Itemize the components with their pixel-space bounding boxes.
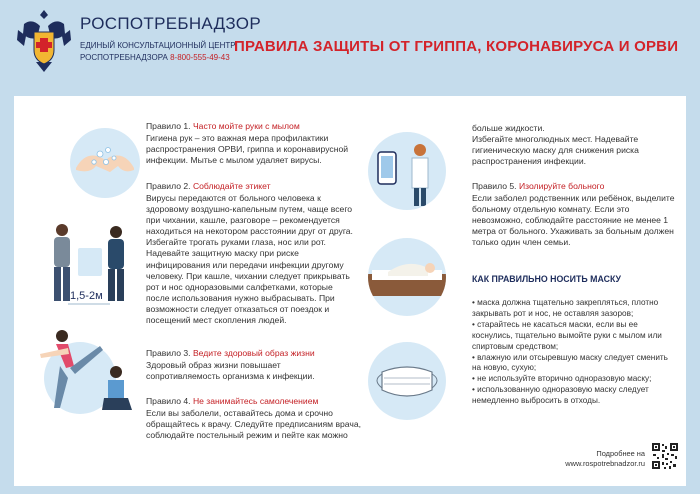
rule-2-line: инфицирования или передачи инфекции другому xyxy=(146,259,344,270)
org-subtitle-phone xyxy=(80,53,230,62)
mask-rule-item: на новую, сухую; xyxy=(472,363,537,373)
rule-3-line: Здоровый образ жизни повышает xyxy=(146,360,281,370)
rule-5-title xyxy=(472,181,604,191)
qr-code-icon[interactable] xyxy=(651,442,679,470)
rule-5-line: только один член семьи. xyxy=(472,237,571,248)
rule-2-text xyxy=(146,193,353,326)
rule-4-line: Если вы заболели, оставайтесь дома и срочно xyxy=(146,408,333,418)
doctor-phone-illustration xyxy=(368,132,446,210)
rules-card xyxy=(14,96,686,486)
rule-2-line: Надевайте защитную маску при риске xyxy=(146,248,299,259)
rule-2-line: Вирусы передаются от больного человека к xyxy=(146,193,321,203)
rule-2-line: находиться на некотором расстоянии друг от друга. xyxy=(146,226,353,237)
rule-5-line: Если заболел родственник или ребёнок, выделите xyxy=(472,193,675,203)
mask-rules-list xyxy=(472,298,677,407)
mask-rule-item: спиртовым средством; xyxy=(472,341,559,351)
mask-rule-item: • старайтесь не касаться маски, если вы ее xyxy=(472,319,638,329)
org-subtitle-name: РОСПОТРЕБНАДЗОРА xyxy=(80,53,168,62)
rule-4-continuation-line: Избегайте многолюдных мест. Надевайте xyxy=(472,134,639,145)
eagle-emblem-icon xyxy=(14,6,74,78)
mask-rule-item: • маска должна тщательно закрепляться, плотно xyxy=(472,298,659,307)
rule-1-text xyxy=(146,133,348,166)
rule-4-line: соблюдайте постельный режим и пейте как можно xyxy=(146,430,348,441)
distance-label: 1,5-2м xyxy=(70,290,103,302)
rule-1-line: инфекции. Мытье с мылом удаляет вирусы. xyxy=(146,155,322,166)
mask-section-title: КАК ПРАВИЛЬНО НОСИТЬ МАСКУ xyxy=(472,274,622,284)
mask-rule-item: • не используйте вторично одноразовую маску; xyxy=(472,374,652,384)
distance-illustration xyxy=(34,220,144,312)
rule-2-line: рот и нос одноразовыми салфетками, которые xyxy=(146,281,333,292)
rule-5-line: невозможно, соблюдайте расстояние не менее 1 xyxy=(472,215,669,226)
exercise-illustration xyxy=(30,326,140,416)
rule-2-line: посещений мест скопления людей. xyxy=(146,315,287,326)
rule-4-continuation-line: больше жидкости. xyxy=(472,123,545,133)
rule-3-title xyxy=(146,348,315,358)
footer-link xyxy=(535,449,645,468)
mask-rule-item: • влажную или отсыревшую маску следует сменить xyxy=(472,352,668,362)
mask-rule-item: немедленно выбросить в отходы. xyxy=(472,396,601,406)
rule-1-heading: Часто мойте руки с мылом xyxy=(192,121,300,131)
org-name: РОСПОТРЕБНАДЗОР xyxy=(80,14,261,33)
rule-5-number: Правило 5. xyxy=(472,181,517,191)
header xyxy=(0,0,700,90)
rule-4-continuation-line: гигиеническую маску для снижения риска xyxy=(472,145,639,156)
rule-3-heading: Ведите здоровый образ жизни xyxy=(192,348,315,358)
rule-2-line: возможности следует отказаться от поездок и xyxy=(146,303,330,314)
hotline-phone: 8-800-555-49-43 xyxy=(170,53,230,62)
rule-3-number: Правило 3. xyxy=(146,348,191,358)
rule-2-title xyxy=(146,181,271,191)
rule-4-heading: Не занимайтесь самолечением xyxy=(192,396,319,406)
rule-4-text xyxy=(146,408,361,441)
rule-5-heading: Изолируйте больного xyxy=(518,181,605,191)
rule-1-line: распространения ОРВИ, гриппа и коронавирусной xyxy=(146,144,349,155)
rule-4-continuation xyxy=(472,123,639,167)
footer-label: Подробнее на xyxy=(596,449,645,458)
rule-3-line: сопротивляемость организма к инфекции. xyxy=(146,371,315,382)
rule-2-line: Избегайте трогать руками глаза, нос или рот. xyxy=(146,237,326,248)
rule-2-line: человеку. При кашле, чихании следует прикрывать xyxy=(146,270,350,281)
rule-4-line: обращайтесь к врачу. Следуйте предписаниям врача, xyxy=(146,419,362,430)
mask-rule-item: коснулись, тщательно вымойте руки с мылом или xyxy=(472,330,662,340)
rule-4-title xyxy=(146,396,318,406)
rule-5-line: больному отдельную комнату. Если это xyxy=(472,204,630,215)
rule-1-title xyxy=(146,121,300,131)
rule-5-line: метра от больного. Ухаживать за больным должен xyxy=(472,226,674,237)
org-subtitle: ЕДИНЫЙ КОНСУЛЬТАЦИОННЫЙ ЦЕНТР xyxy=(80,41,236,50)
rule-1-number: Правило 1. xyxy=(146,121,191,131)
rule-2-heading: Соблюдайте этикет xyxy=(192,181,271,191)
rule-2-number: Правило 2. xyxy=(146,181,191,191)
rule-2-line: при чихании, кашле, разговоре – рекомендуется xyxy=(146,215,340,226)
mask-rule-item: закрывать рот и нос, не оставляя зазоров; xyxy=(472,308,634,318)
rule-3-text xyxy=(146,360,315,382)
rule-1-line: Гигиена рук – это важная мера профилактики xyxy=(146,133,329,143)
rule-2-line: после использования нужно выбрасывать. При xyxy=(146,292,335,303)
page-title: ПРАВИЛА ЗАЩИТЫ ОТ ГРИППА, КОРОНАВИРУСА И ОРВИ xyxy=(234,38,679,55)
rule-5-text xyxy=(472,193,675,248)
face-mask-illustration xyxy=(368,342,446,420)
rule-2-line: здоровому воздушно-капельным путем, чаще всего xyxy=(146,204,353,215)
patient-bed-illustration xyxy=(368,238,446,316)
rule-4-continuation-line: распространения инфекции. xyxy=(472,156,587,167)
rule-4-number: Правило 4. xyxy=(146,396,191,406)
handwashing-illustration xyxy=(70,128,140,198)
footer-url[interactable]: www.rospotrebnadzor.ru xyxy=(565,458,645,468)
mask-rule-item: • использованную одноразовую маску следует xyxy=(472,385,649,395)
